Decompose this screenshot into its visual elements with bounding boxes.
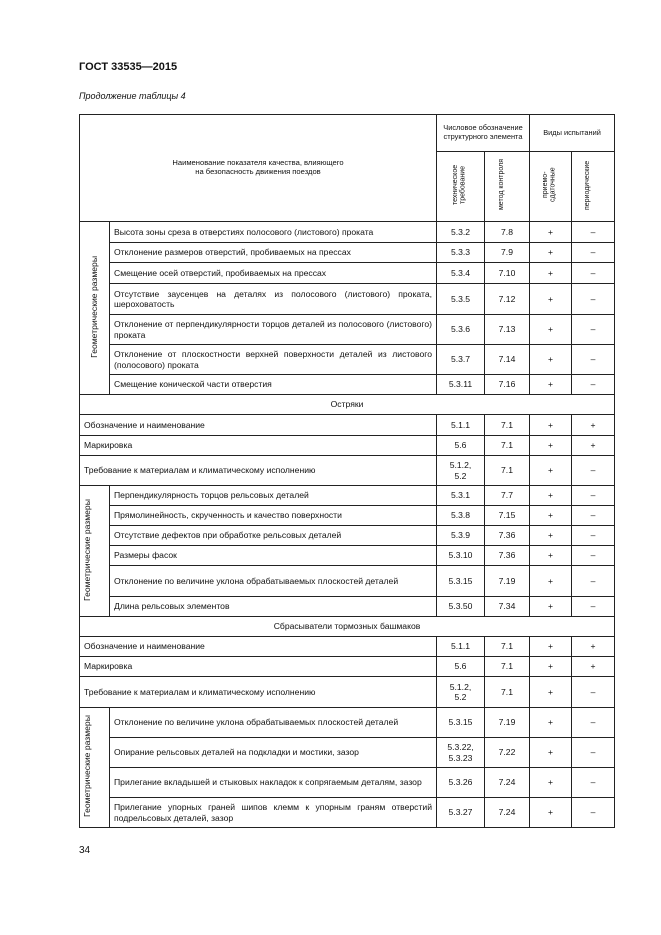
row-name: Перпендикулярность торцов рельсовых деталей — [110, 486, 437, 506]
row-req: 5.6 — [437, 436, 485, 456]
row-per: – — [572, 222, 615, 243]
row-req: 5.3.5 — [437, 284, 485, 315]
row-req: 5.1.2, 5.2 — [437, 677, 485, 708]
row-req: 5.3.2 — [437, 222, 485, 243]
row-name: Прямолинейность, скрученность и качество поверхности — [110, 506, 437, 526]
row-per: – — [572, 345, 615, 375]
table-caption: Продолжение таблицы 4 — [79, 91, 186, 101]
row-acc: + — [530, 436, 572, 456]
row-method: 7.1 — [485, 677, 530, 708]
table-row — [80, 637, 615, 657]
row-acc: + — [530, 263, 572, 284]
row-acc: + — [530, 284, 572, 315]
row-per: – — [572, 284, 615, 315]
row-per: – — [572, 708, 615, 738]
row-req: 5.3.15 — [437, 708, 485, 738]
row-per: + — [572, 436, 615, 456]
page-number: 34 — [79, 845, 91, 856]
row-name: Отклонение от перпендикулярности торцов деталей из полосового (листового) проката — [110, 315, 437, 345]
group-label-geometric: Геометрические размеры — [80, 222, 110, 395]
row-name: Отклонение по величине уклона обрабатываемых плоскостей деталей — [110, 708, 437, 738]
header-method: метод контроля — [498, 159, 505, 211]
row-method: 7.22 — [485, 738, 530, 768]
row-req: 5.1.2, 5.2 — [437, 456, 485, 486]
row-name: Отсутствие дефектов при обработке рельсовых деталей — [110, 526, 437, 546]
table-row — [80, 415, 615, 436]
row-per: + — [572, 657, 615, 677]
row-method: 7.24 — [485, 798, 530, 828]
row-per: – — [572, 263, 615, 284]
row-per: – — [572, 243, 615, 263]
row-method: 7.10 — [485, 263, 530, 284]
row-acc: + — [530, 243, 572, 263]
row-per: + — [572, 415, 615, 436]
table-row — [80, 708, 615, 738]
row-name: Отсутствие заусенцев на деталях из полосового (листового) проката, шероховатость — [110, 284, 437, 315]
row-method: 7.14 — [485, 345, 530, 375]
row-name: Обозначение и наименование — [80, 637, 437, 657]
row-method: 7.16 — [485, 375, 530, 395]
row-name: Опирание рельсовых деталей на подкладки и мостики, зазор — [110, 738, 437, 768]
row-name: Прилегание упорных граней шипов клемм к упорным граням отверстий подрельсовых деталей, зазор — [110, 798, 437, 828]
row-method: 7.7 — [485, 486, 530, 506]
row-acc: + — [530, 738, 572, 768]
row-per: – — [572, 546, 615, 566]
row-per: – — [572, 315, 615, 345]
row-method: 7.1 — [485, 657, 530, 677]
row-method: 7.36 — [485, 546, 530, 566]
table-row — [80, 738, 615, 768]
row-req: 5.6 — [437, 657, 485, 677]
row-method: 7.19 — [485, 566, 530, 597]
table-row — [80, 243, 615, 263]
header-numeric-group: Числовое обозначение структурного элемента — [437, 115, 530, 152]
row-method: 7.34 — [485, 597, 530, 617]
table-row — [80, 456, 615, 486]
row-acc: + — [530, 375, 572, 395]
row-req: 5.3.27 — [437, 798, 485, 828]
row-method: 7.9 — [485, 243, 530, 263]
row-req: 5.3.15 — [437, 566, 485, 597]
section-title-ostryaki: Остряки — [80, 395, 615, 415]
row-acc: + — [530, 506, 572, 526]
section-row — [80, 617, 615, 637]
row-req: 5.3.4 — [437, 263, 485, 284]
table-row — [80, 263, 615, 284]
header-test-group: Виды испытаний — [530, 115, 615, 152]
row-method: 7.24 — [485, 768, 530, 798]
row-acc: + — [530, 597, 572, 617]
table-row — [80, 546, 615, 566]
header-acceptance: приемо-сдаточные — [541, 168, 557, 203]
row-method: 7.12 — [485, 284, 530, 315]
section-row — [80, 395, 615, 415]
header-tech-req: техническое требование — [451, 165, 467, 206]
row-req: 5.1.1 — [437, 415, 485, 436]
row-name: Размеры фасок — [110, 546, 437, 566]
row-per: – — [572, 486, 615, 506]
row-req: 5.3.6 — [437, 315, 485, 345]
row-name: Смещение конической части отверстия — [110, 375, 437, 395]
row-per: – — [572, 768, 615, 798]
row-req: 5.3.10 — [437, 546, 485, 566]
row-name: Длина рельсовых элементов — [110, 597, 437, 617]
row-acc: + — [530, 708, 572, 738]
row-acc: + — [530, 566, 572, 597]
row-method: 7.36 — [485, 526, 530, 546]
row-per: – — [572, 677, 615, 708]
row-method: 7.1 — [485, 436, 530, 456]
row-method: 7.1 — [485, 456, 530, 486]
document-header: ГОСТ 33535—2015 — [79, 61, 178, 73]
row-req: 5.1.1 — [437, 637, 485, 657]
row-req: 5.3.1 — [437, 486, 485, 506]
table-row — [80, 566, 615, 597]
row-req: 5.3.50 — [437, 597, 485, 617]
row-req: 5.3.11 — [437, 375, 485, 395]
table-row — [80, 284, 615, 315]
row-per: – — [572, 506, 615, 526]
table-header-row — [80, 115, 615, 152]
table-row — [80, 657, 615, 677]
row-method: 7.1 — [485, 637, 530, 657]
row-name: Смещение осей отверстий, пробиваемых на прессах — [110, 263, 437, 284]
row-req: 5.3.9 — [437, 526, 485, 546]
row-name: Маркировка — [80, 436, 437, 456]
table-row — [80, 597, 615, 617]
row-name: Требование к материалам и климатическому исполнению — [80, 677, 437, 708]
header-name-column: Наименование показателя качества, влияющего на безопасность движения поездов — [80, 115, 437, 222]
row-req: 5.3.3 — [437, 243, 485, 263]
section-title-sbrasyvateli: Сбрасыватели тормозных башмаков — [80, 617, 615, 637]
row-acc: + — [530, 657, 572, 677]
row-name: Прилегание вкладышей и стыковых накладок к сопрягаемым деталям, зазор — [110, 768, 437, 798]
row-req: 5.3.26 — [437, 768, 485, 798]
row-per: – — [572, 597, 615, 617]
row-acc: + — [530, 637, 572, 657]
table-row — [80, 526, 615, 546]
row-name: Обозначение и наименование — [80, 415, 437, 436]
row-acc: + — [530, 415, 572, 436]
row-method: 7.19 — [485, 708, 530, 738]
header-periodic: периодические — [584, 160, 592, 210]
table-row — [80, 677, 615, 708]
table-row — [80, 315, 615, 345]
row-acc: + — [530, 768, 572, 798]
row-method: 7.1 — [485, 415, 530, 436]
row-req: 5.3.7 — [437, 345, 485, 375]
table-row — [80, 222, 615, 243]
row-name: Отклонение размеров отверстий, пробиваемых на прессах — [110, 243, 437, 263]
row-name: Требование к материалам и климатическому исполнению — [80, 456, 437, 486]
group-label-geometric: Геометрические размеры — [80, 708, 110, 828]
table-row — [80, 506, 615, 526]
table-row — [80, 345, 615, 375]
row-per: – — [572, 798, 615, 828]
row-method: 7.15 — [485, 506, 530, 526]
table-row — [80, 375, 615, 395]
row-per: – — [572, 526, 615, 546]
table-row — [80, 798, 615, 828]
row-acc: + — [530, 798, 572, 828]
row-acc: + — [530, 315, 572, 345]
row-per: – — [572, 375, 615, 395]
row-per: – — [572, 456, 615, 486]
row-acc: + — [530, 345, 572, 375]
row-acc: + — [530, 486, 572, 506]
row-method: 7.13 — [485, 315, 530, 345]
group-label-geometric: Геометрические размеры — [80, 486, 110, 617]
row-name: Маркировка — [80, 657, 437, 677]
row-per: – — [572, 566, 615, 597]
row-name: Отклонение по величине уклона обрабатываемых плоскостей деталей — [110, 566, 437, 597]
quality-indicators-table — [79, 114, 615, 828]
row-req: 5.3.22, 5.3.23 — [437, 738, 485, 768]
table-row — [80, 436, 615, 456]
table-row — [80, 768, 615, 798]
row-name: Отклонение от плоскостности верхней поверхности деталей из листового (полосового) проката — [110, 345, 437, 375]
table-row — [80, 486, 615, 506]
row-acc: + — [530, 677, 572, 708]
row-acc: + — [530, 526, 572, 546]
row-acc: + — [530, 546, 572, 566]
row-req: 5.3.8 — [437, 506, 485, 526]
row-acc: + — [530, 456, 572, 486]
row-acc: + — [530, 222, 572, 243]
row-method: 7.8 — [485, 222, 530, 243]
row-per: + — [572, 637, 615, 657]
row-name: Высота зоны среза в отверстиях полосового (листового) проката — [110, 222, 437, 243]
row-per: – — [572, 738, 615, 768]
